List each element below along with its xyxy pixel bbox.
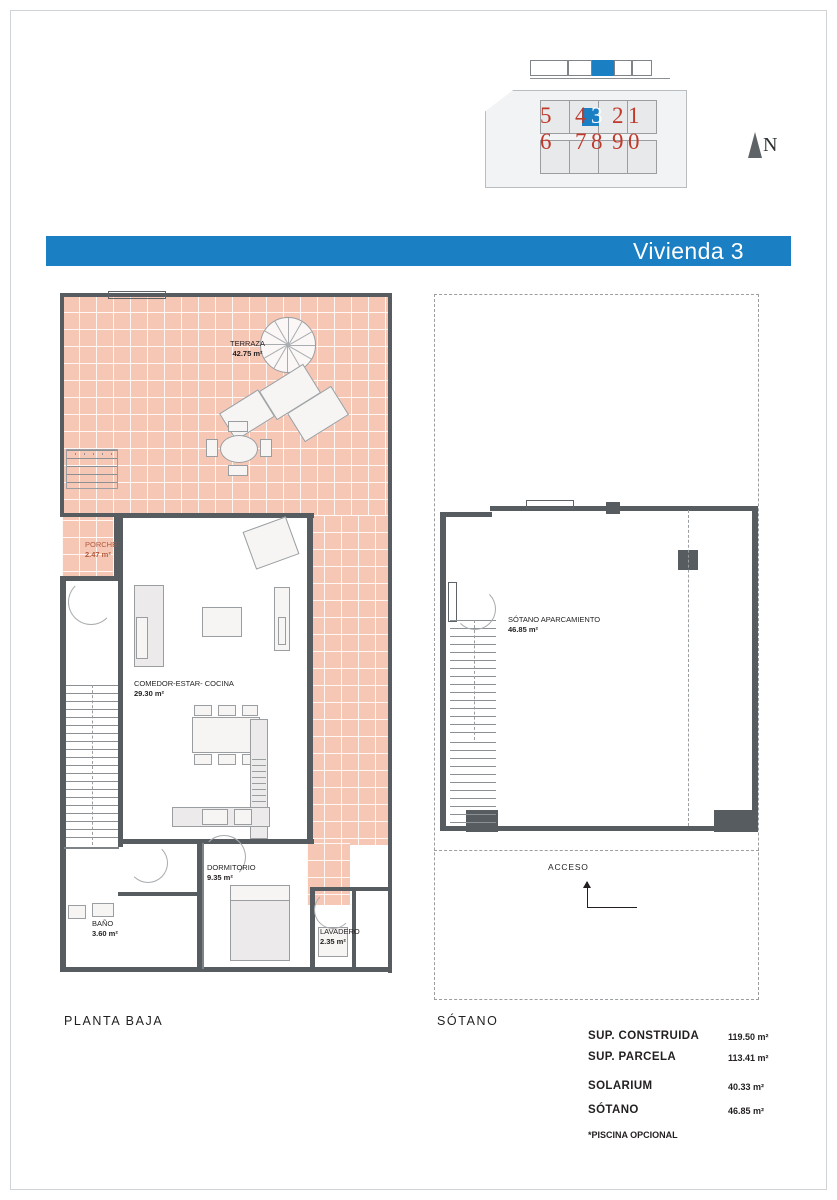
- spiral-staircase: [260, 317, 316, 373]
- unit-number-3: 3: [591, 103, 603, 128]
- coffee-table: [202, 607, 242, 637]
- tv: [278, 617, 286, 645]
- garage-wall-left: [440, 512, 446, 830]
- toilet: [68, 905, 86, 919]
- access-guideline: [434, 850, 759, 851]
- washbasin: [92, 903, 114, 917]
- room-label-sotano-aparcamiento: SÓTANO APARCAMIENTO 46.85 m²: [508, 615, 601, 634]
- partition-bath: [64, 847, 119, 849]
- site-unit-cell[interactable]: [627, 100, 657, 134]
- interior-wall-living-right-a: [307, 513, 313, 589]
- floor-selector-underline: [530, 78, 670, 79]
- kitchen-drawers: [252, 759, 266, 803]
- site-plan-units: [540, 100, 676, 178]
- interior-wall-living-right-b: [307, 587, 313, 842]
- exterior-wall-right: [388, 293, 392, 973]
- unit-number-2: 2: [612, 103, 624, 128]
- compass-label: N: [763, 134, 778, 156]
- summary-value-construida: 119.50 m²: [728, 1032, 769, 1042]
- outdoor-chair: [228, 465, 248, 476]
- garage-column: [606, 502, 620, 514]
- key-map[interactable]: [480, 48, 700, 198]
- outdoor-chair: [260, 439, 272, 457]
- floor-selector-bar[interactable]: [530, 60, 670, 76]
- unit-number-9: 9: [612, 129, 624, 154]
- exterior-wall-left-upper: [60, 293, 64, 513]
- site-unit-cell[interactable]: [598, 100, 628, 134]
- area-summary: [588, 1030, 798, 1140]
- basement-staircase-centerline: [474, 620, 475, 740]
- sink: [234, 809, 252, 825]
- door-swing-porche: [68, 579, 114, 625]
- bed-headboard: [230, 885, 290, 901]
- highlighted-unit-marker: [582, 108, 599, 126]
- outdoor-chair: [228, 421, 248, 432]
- terrace-stairs-treads: [67, 450, 117, 488]
- basement-window: [526, 500, 574, 509]
- summary-row: [588, 1051, 798, 1072]
- summary-row: [588, 1030, 798, 1051]
- staircase-centerline: [92, 685, 93, 845]
- compass-needle: [748, 132, 762, 158]
- dining-chair: [194, 705, 212, 716]
- unit-number-7: 7: [575, 129, 587, 154]
- outdoor-chair: [206, 439, 218, 457]
- room-label-bano: BAÑO 3.60 m²: [92, 919, 118, 938]
- terrace-side-fill: [307, 515, 390, 845]
- site-plan-thumbnail: [480, 84, 695, 192]
- door-swing-bath: [128, 843, 168, 883]
- floor-selector-segment-2[interactable]: [568, 60, 592, 76]
- parking-space-divider: [688, 510, 689, 826]
- interior-wall-bath-top: [118, 892, 198, 896]
- interior-wall-laundry-left: [310, 887, 315, 972]
- summary-note: *PISCINA OPCIONAL: [588, 1130, 678, 1140]
- unit-number-5: 5: [540, 103, 552, 128]
- interior-wall-stairs-right: [118, 517, 123, 847]
- outdoor-table: [220, 435, 258, 463]
- summary-value-solarium: 40.33 m²: [728, 1082, 765, 1092]
- cooktop: [202, 809, 228, 825]
- window-top: [108, 291, 166, 299]
- site-unit-cell[interactable]: [598, 140, 628, 174]
- unit-number-0: 0: [628, 129, 640, 154]
- summary-row: [588, 1100, 798, 1121]
- room-label-porche: PORCHE 2.47 m²: [85, 540, 118, 559]
- room-label-terraza: TERRAZA 42.75 m²: [230, 339, 266, 358]
- room-label-lavadero: LAVADERO 2.35 m²: [320, 927, 360, 946]
- floor-selector-segment-1[interactable]: [530, 60, 568, 76]
- summary-value-sotano: 46.85 m²: [728, 1106, 765, 1116]
- door-swing-laundry: [314, 891, 352, 929]
- exterior-wall-bottom: [60, 967, 392, 972]
- summary-value-parcela: 113.41 m²: [728, 1053, 769, 1063]
- basement-staircase: [450, 620, 496, 740]
- caption-planta-baja: PLANTA BAJA: [64, 1014, 164, 1028]
- garage-wall-top-left: [440, 512, 492, 517]
- dining-chair: [218, 754, 236, 765]
- summary-label-solarium: SOLARIUM: [588, 1080, 653, 1092]
- access-label: ACCESO: [548, 862, 589, 872]
- unit-number-8: 8: [591, 129, 603, 154]
- porche-wall-top: [60, 513, 118, 517]
- floor-plan-planta-baja: [52, 287, 392, 972]
- room-label-comedor: COMEDOR-ESTAR- COCINA 29.30 m²: [134, 679, 234, 698]
- summary-label-parcela: SUP. PARCELA: [588, 1051, 677, 1063]
- floor-plan-sotano: [430, 290, 765, 1002]
- dining-chair: [194, 754, 212, 765]
- sofa-cushion: [136, 617, 148, 659]
- unit-number-4: 4: [575, 103, 587, 128]
- summary-label-construida: SUP. CONSTRUIDA: [588, 1030, 700, 1042]
- page-title: Vivienda 3: [633, 238, 744, 264]
- floor-selector-segment-active[interactable]: [592, 60, 614, 76]
- access-arrow-elbow: [587, 907, 637, 908]
- site-unit-cell[interactable]: [569, 140, 599, 174]
- dining-chair: [218, 705, 236, 716]
- basement-staircase-lower: [450, 742, 496, 826]
- access-arrow: [587, 882, 588, 908]
- summary-row: [588, 1072, 798, 1100]
- compass-north-icon: [745, 130, 779, 174]
- summary-label-sotano: SÓTANO: [588, 1104, 639, 1116]
- caption-sotano: SÓTANO: [437, 1014, 499, 1028]
- unit-number-1: 1: [628, 103, 640, 128]
- floor-selector-segment-4[interactable]: [614, 60, 632, 76]
- interior-wall-laundry-top: [310, 887, 390, 891]
- dining-chair: [242, 705, 258, 716]
- floor-selector-segment-5[interactable]: [632, 60, 652, 76]
- garage-wall-right: [752, 506, 758, 831]
- room-label-dormitorio: DORMITORIO 9.35 m²: [207, 863, 256, 882]
- garage-ramp-wall: [714, 810, 758, 832]
- site-unit-cell[interactable]: [540, 100, 570, 134]
- unit-number-6: 6: [540, 129, 552, 154]
- page-title-bar: [46, 236, 791, 266]
- site-unit-cell[interactable]: [540, 140, 570, 174]
- site-unit-cell[interactable]: [627, 140, 657, 174]
- door-swing-basement: [454, 588, 496, 630]
